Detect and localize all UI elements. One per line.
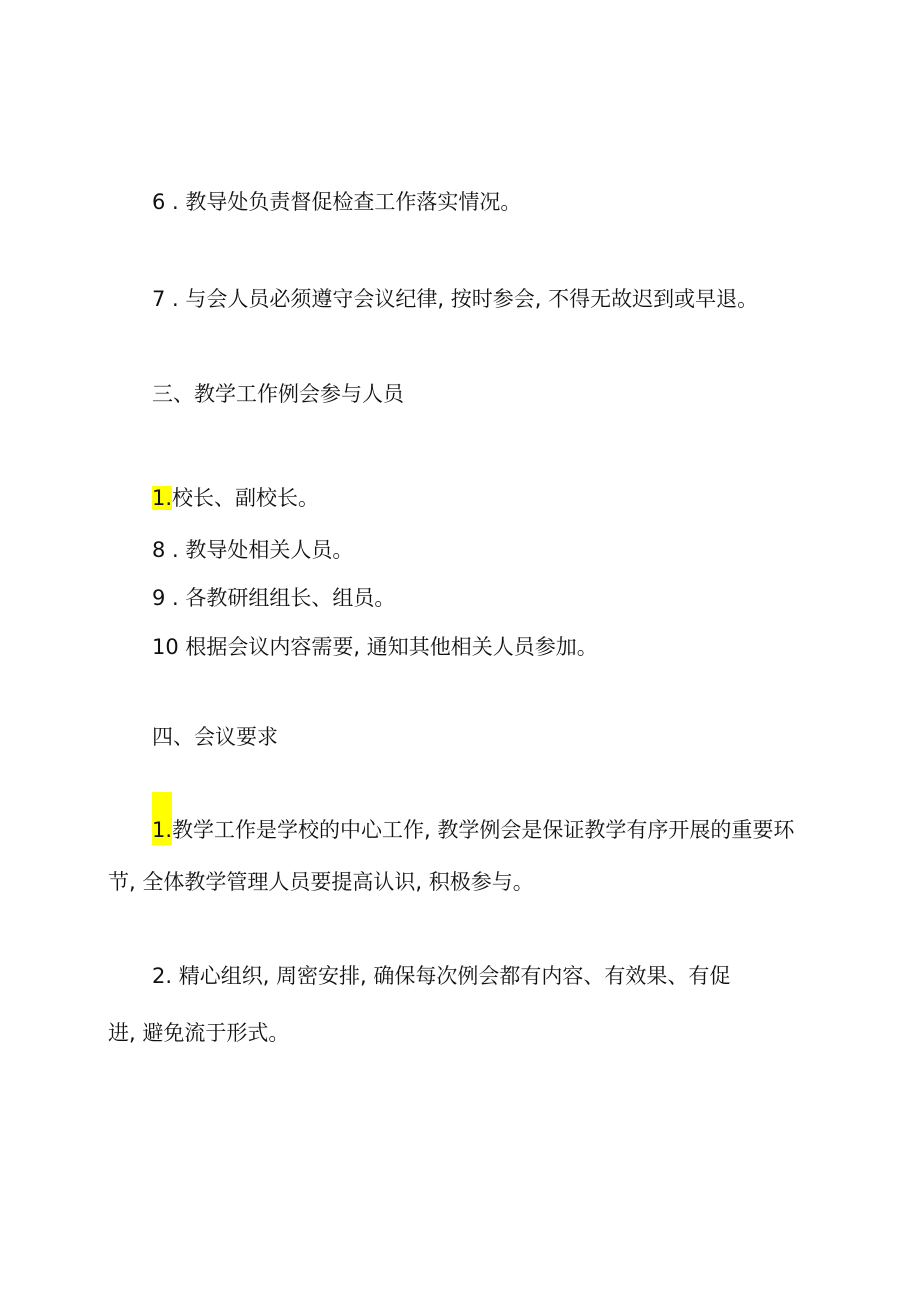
section-heading-participants: 三、教学工作例会参与人员 [152,382,404,406]
list-item-text: 教学工作是学校的中心工作, 教学例会是保证教学有序开展的重要环 [172,818,795,842]
list-item-text: 校长、副校长。 [172,486,320,510]
list-item-2-requirements-continued: 进, 避免流于形式。 [108,1021,290,1045]
list-item-2-requirements: 2. 精心组织, 周密安排, 确保每次例会都有内容、有效果、有促 [152,964,731,988]
list-item-1-requirements [152,792,794,845]
list-item-10: 10 根据会议内容需要, 通知其他相关人员参加。 [152,635,598,659]
list-item-1-requirements-continued: 节, 全体教学管理人员要提高认识, 积极参与。 [108,870,534,894]
list-item-9: 9 . 各教研组组长、组员。 [152,586,396,610]
list-item-7: 7 . 与会人员必须遵守会议纪律, 按时参会, 不得无故迟到或早退。 [152,287,759,311]
highlighted-number: 1. [152,792,172,845]
highlighted-number: 1. [152,486,173,510]
section-heading-requirements: 四、会议要求 [152,725,278,749]
list-item-6: 6 . 教导处负责督促检查工作落实情况。 [152,190,522,214]
list-item-1-participants [152,483,319,513]
list-item-8: 8 . 教导处相关人员。 [152,538,354,562]
